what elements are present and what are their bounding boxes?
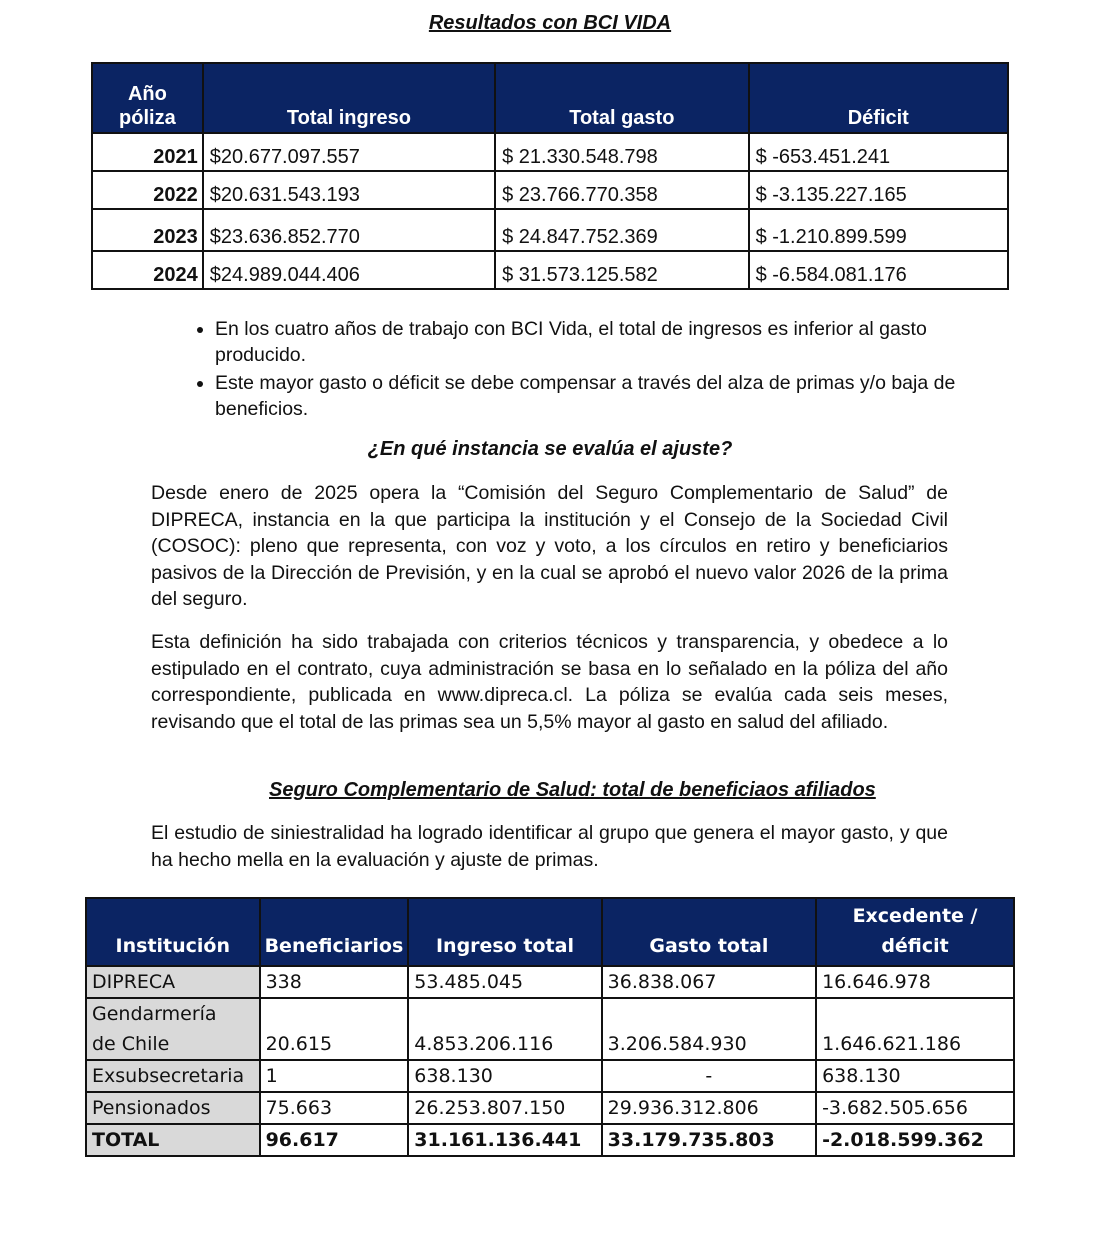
table-total-row [86,1124,1014,1156]
cell-gasto: $ 21.330.548.798 [495,133,748,171]
cell-year: 2023 [92,209,203,251]
section-title-bci-vida: Resultados con BCI VIDA [428,12,672,34]
col-header-institucion: Institución [86,898,260,966]
col-header-ingreso: Ingreso total [408,898,601,966]
cell-excedente: 638.130 [816,1060,1014,1092]
col-header-gasto: Total gasto [495,63,748,133]
cell-ingreso: $24.989.044.406 [203,251,495,289]
section-subtitle-ajuste: ¿En qué instancia se evalúa el ajuste? [367,438,733,460]
table-row [86,998,1014,1060]
cell-gasto: 29.936.312.806 [602,1092,816,1124]
table-header-row [92,63,1008,133]
cell-ingreso: 26.253.807.150 [408,1092,601,1124]
cell-institucion: Exsubsecretaria [86,1060,260,1092]
bullet-item: • Este mayor gasto o déficit se debe compensar a través del alza de primas y/o baja de beneficios. [215,370,975,422]
cell-gasto: - [602,1060,816,1092]
cell-institucion [86,998,260,1060]
table-row [92,209,1008,251]
cell-year: 2024 [92,251,203,289]
cell-ingreso: 4.853.206.116 [408,998,601,1060]
col-header-year-line1: Año [127,83,167,105]
cell-beneficiarios: 75.663 [260,1092,409,1124]
cell-gasto: $ 24.847.752.369 [495,209,748,251]
beneficiarios-table [85,897,1015,1157]
cell-institucion-line2: de Chile [92,1033,170,1055]
table-row [92,171,1008,209]
col-header-excedente-line1: Excedente / [852,905,978,927]
cell-excedente: 16.646.978 [816,966,1014,998]
table-row [92,251,1008,289]
cell-institucion: Pensionados [86,1092,260,1124]
cell-gasto: 36.838.067 [602,966,816,998]
cell-excedente: -2.018.599.362 [816,1124,1014,1156]
table-row [86,1092,1014,1124]
cell-deficit: $ -653.451.241 [749,133,1008,171]
cell-ingreso: $20.677.097.557 [203,133,495,171]
cell-gasto: $ 31.573.125.582 [495,251,748,289]
bullet-item: • En los cuatro años de trabajo con BCI Vida, el total de ingresos es inferior al gasto producido. [215,316,975,368]
table-row [86,966,1014,998]
cell-beneficiarios: 1 [260,1060,409,1092]
cell-institucion: TOTAL [86,1124,260,1156]
col-header-year-line2: póliza [119,107,176,129]
col-header-deficit: Déficit [749,63,1008,133]
cell-year: 2022 [92,171,203,209]
section-title-seguro-complementario: Seguro Complementario de Salud: total de beneficiaos afiliados [269,779,876,801]
cell-deficit: $ -1.210.899.599 [749,209,1008,251]
table-header-row [86,898,1014,966]
cell-year: 2021 [92,133,203,171]
col-header-ingreso: Total ingreso [203,63,495,133]
paragraph-comision: Desde enero de 2025 opera la “Comisión del Seguro Complementario de Salud” de DIPRECA, instancia en la que participa la institución y el Consejo de la Sociedad Civil (COSOC): pleno que representa, con voz y voto, a los círculos en retiro y beneficiarios pasivos de la Dirección de Previsión, y en la cual se aprobó el nuevo valor 2026 de la prima del seguro. [151,482,948,610]
cell-institucion-line1: Gendarmería [92,1003,217,1025]
paragraph-siniestralidad: El estudio de siniestralidad ha logrado identificar al grupo que genera el mayor gasto, y que ha hecho mella en la evaluación y ajuste de primas. [151,822,948,871]
cell-excedente: -3.682.505.656 [816,1092,1014,1124]
col-header-gasto: Gasto total [602,898,816,966]
col-header-excedente [816,898,1014,966]
cell-beneficiarios: 96.617 [260,1124,409,1156]
col-header-excedente-line2: déficit [881,935,949,957]
cell-gasto: $ 23.766.770.358 [495,171,748,209]
cell-ingreso: $20.631.543.193 [203,171,495,209]
col-header-year [92,63,203,133]
cell-deficit: $ -6.584.081.176 [749,251,1008,289]
cell-beneficiarios: 20.615 [260,998,409,1060]
col-header-beneficiarios: Beneficiarios [260,898,409,966]
cell-gasto: 3.206.584.930 [602,998,816,1060]
cell-deficit: $ -3.135.227.165 [749,171,1008,209]
cell-gasto: 33.179.735.803 [602,1124,816,1156]
bullet-list [195,316,975,424]
cell-ingreso: 31.161.136.441 [408,1124,601,1156]
cell-beneficiarios: 338 [260,966,409,998]
cell-excedente: 1.646.621.186 [816,998,1014,1060]
table-row [92,133,1008,171]
cell-institucion: DIPRECA [86,966,260,998]
bci-vida-results-table [91,62,1009,290]
cell-ingreso: $23.636.852.770 [203,209,495,251]
table-row [86,1060,1014,1092]
cell-ingreso: 53.485.045 [408,966,601,998]
paragraph-definicion: Esta definición ha sido trabajada con criterios técnicos y transparencia, y obedece a lo estipulado en el contrato, cuya administración se basa en lo señalado en la póliza del año correspondiente, publicada en www.dipreca.cl. La póliza se evalúa cada seis meses, revisando que el total de las primas sea un 5,5% mayor al gasto en salud del afiliado. [151,631,948,733]
cell-ingreso: 638.130 [408,1060,601,1092]
